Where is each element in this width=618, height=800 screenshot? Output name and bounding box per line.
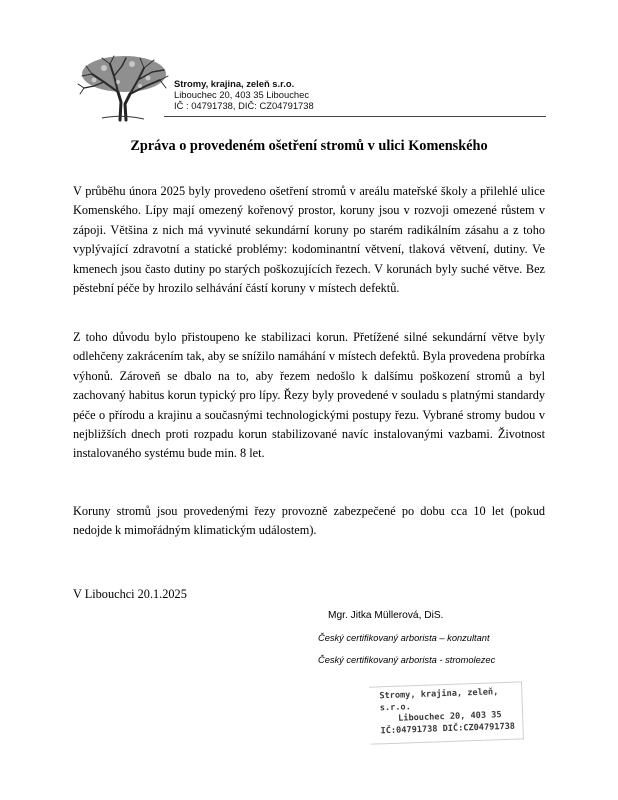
signer-role: Český certifikovaný arborista - stromolezec [318,655,496,665]
company-ids: IČ : 04791738, DIČ: CZ04791738 [174,100,314,112]
signer-name: Mgr. Jitka Müllerová, DiS. [328,610,444,621]
stamp-line: Stromy, krajina, zeleň, s.r.o. [379,687,499,713]
place-date: V Libouchci 20.1.2025 [73,587,187,601]
company-address: Libouchec 20, 403 35 Libouchec [174,89,310,101]
stamp-line: IČ:04791738 DIČ:CZ04791738 [380,721,516,737]
header-divider [164,116,546,117]
paragraph: Z toho důvodu bylo přistoupeno ke stabilizaci korun. Přetížené silné sekundární větve byly odlehčeny zakrácením tak, aby se snížilo namáhání v místech defektů. Byla provedena probírka výhonů. Zároveň se dbalo na to, aby řezem nedošlo k dalšímu poškození stromů a byl zachovaný habitus korun typický pro lípy. Řezy byly provedené v souladu s platnými standardy péče o přírodu a krajinu a současnými technologickými postupy řezu. Vybrané stromy budou v nejbližších dnech proti rozpadu korun stabilizované navíc instalovanými vazbami. Životnost instalovaného systému bude min. 8 let. [73,330,545,461]
paragraph: Koruny stromů jsou provedenými řezy provozně zabezpečené po dobu cca 10 let (pokud nedojde k mimořádným klimatickým událostem). [73,504,545,538]
paragraph: V průběhu února 2025 byly provedeno ošetření stromů v areálu mateřské školy a přilehlé ulice Komenského. Lípy mají omezený kořenový prostor, koruny jsou v rozvoji omezené růstem v zápoji. Většina z nich má vyvinuté sekundární koruny po starém radikálním zásahu a z toho vyplývající zdravotní a statické problémy: kodominantní větvení, tlaková větvení, dutiny. Ve kmenech jsou často dutiny po starých poškozujících řezech. V korunách byly suché větve. Bez pěstební péče by hrozilo selhávání částí koruny v místech defektů. [73,184,545,296]
document-title: Zpráva o provedeném ošetření stromů v ulici Komenského [130,138,488,154]
company-info [174,78,314,112]
tree-icon [74,52,172,122]
stamp-text [379,686,525,737]
signer-role: Český certifikovaný arborista – konzultant [318,633,490,643]
stamp-line: Libouchec 20, 403 35 [398,710,502,724]
company-name: Stromy, krajina, zeleň s.r.o. [174,78,295,89]
company-stamp [369,681,525,744]
